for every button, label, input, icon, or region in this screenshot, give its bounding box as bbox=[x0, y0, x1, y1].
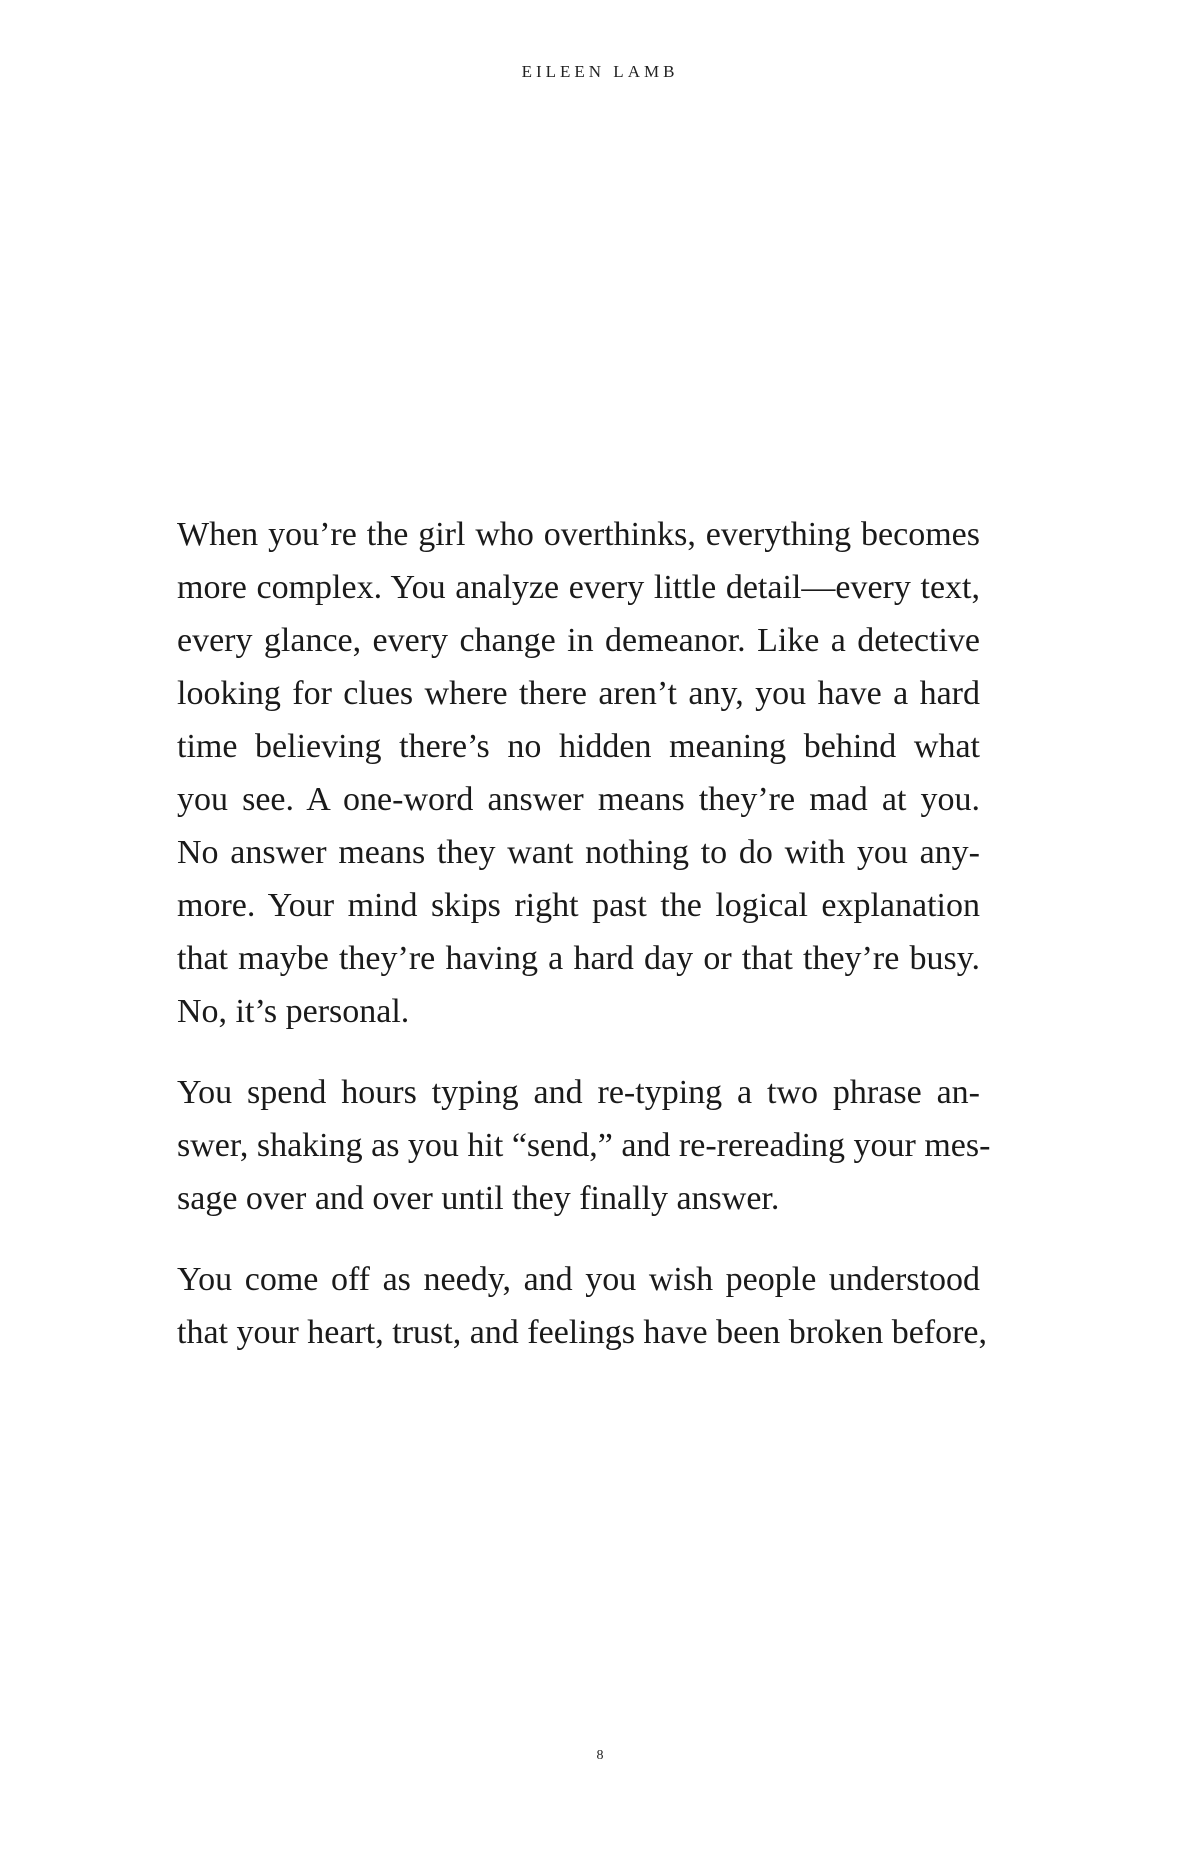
text-line: No answer means they want nothing to do with you any- bbox=[177, 834, 980, 871]
text-line: that maybe they’re having a hard day or that they’re busy. bbox=[177, 940, 980, 977]
text-line: swer, shaking as you hit “send,” and re-rereading your mes- bbox=[177, 1127, 991, 1164]
text-line: sage over and over until they finally answer. bbox=[177, 1180, 780, 1217]
text-line: you see. A one-word answer means they’re mad at you. bbox=[177, 781, 980, 818]
text-line: every glance, every change in demeanor. Like a detective bbox=[177, 622, 980, 659]
text-line: more complex. You analyze every little detail—every text, bbox=[177, 569, 980, 606]
text-line: When you’re the girl who overthinks, everything becomes bbox=[177, 516, 980, 553]
paragraph-2 bbox=[177, 1066, 991, 1225]
running-head: EILEEN LAMB bbox=[521, 62, 679, 81]
text-line: You spend hours typing and re-typing a two phrase an- bbox=[177, 1074, 980, 1111]
text-line: more. Your mind skips right past the logical explanation bbox=[177, 887, 980, 924]
text-line: No, it’s personal. bbox=[177, 993, 410, 1030]
text-line: that your heart, trust, and feelings have been broken before, bbox=[177, 1314, 988, 1351]
text-line: time believing there’s no hidden meaning behind what bbox=[177, 728, 980, 765]
text-line: looking for clues where there aren’t any, you have a hard bbox=[177, 675, 980, 712]
body-text bbox=[177, 508, 991, 1359]
paragraph-3 bbox=[177, 1253, 988, 1359]
paragraph-1 bbox=[177, 508, 980, 1038]
text-line: You come off as needy, and you wish people understood bbox=[177, 1261, 980, 1298]
page-number: 8 bbox=[596, 1748, 604, 1763]
